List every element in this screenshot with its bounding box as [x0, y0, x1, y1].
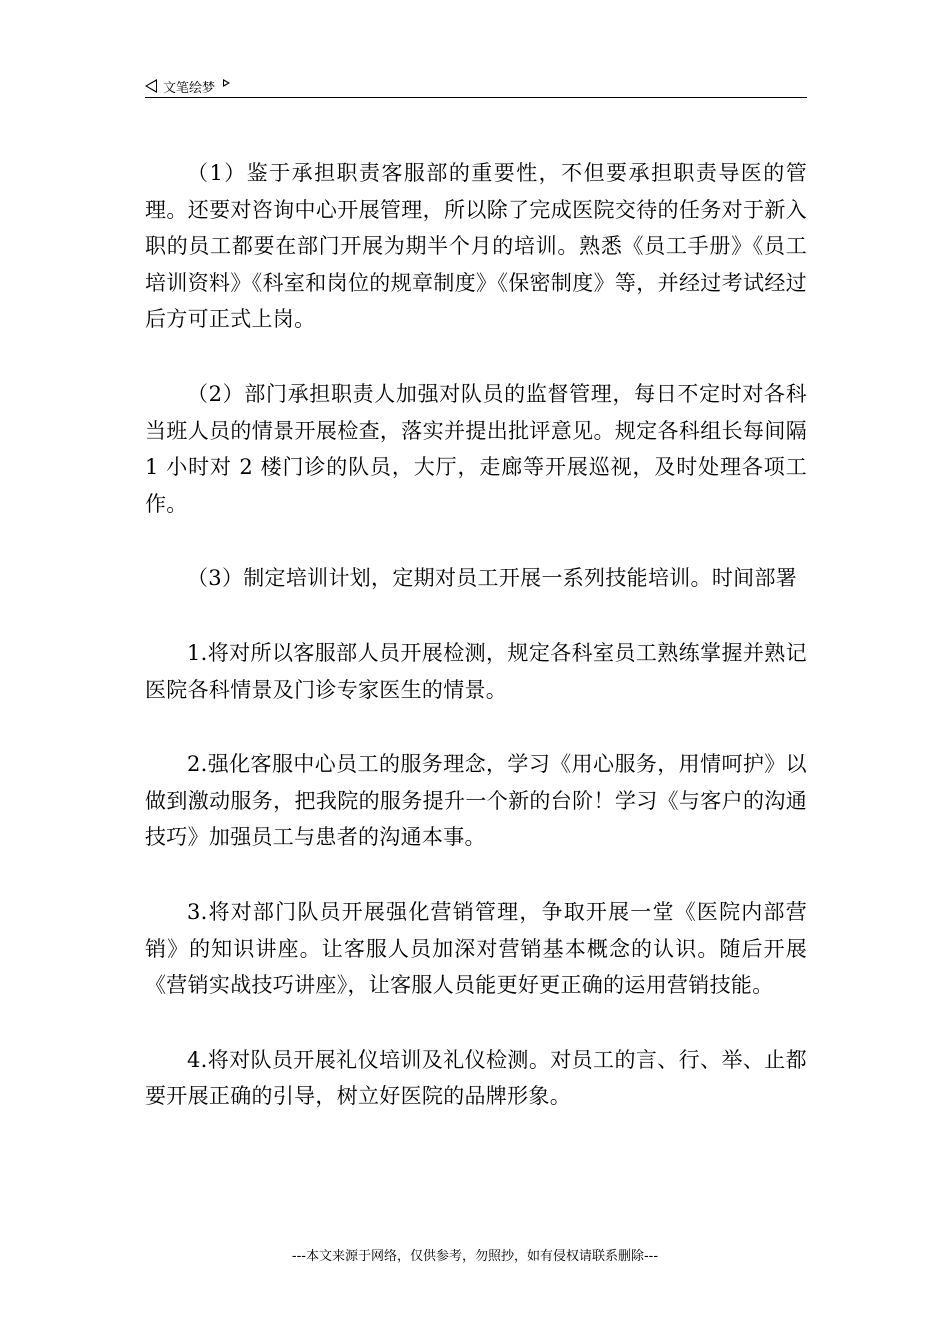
list-item-1: 1.将对所以客服部人员开展检测，规定各科室员工熟练掌握并熟记医院各科情景及门诊专家医生的情景。 [145, 640, 807, 702]
list-item-3: 3.将对部门队员开展强化营销管理，争取开展一堂《医院内部营销》的知识讲座。让客服人员加深对营销基本概念的认识。随后开展《营销实战技巧讲座》，让客服人员能更好更正确的运用营销技能。 [145, 899, 807, 998]
document-body [145, 155, 807, 1153]
list-item-2: 2.强化客服中心员工的服务理念，学习《用心服务，用情呵护》以做到激动服务，把我院的服务提升一个新的台阶！学习《与客户的沟通技巧》加强员工与患者的沟通本事。 [145, 752, 807, 850]
list-item-4: 4.将对队员开展礼仪培训及礼仪检测。对员工的言、行、举、止都要开展正确的引导，树立好医院的品牌形象。 [145, 1047, 807, 1109]
header-title: 文笔绘梦 [163, 80, 216, 96]
page-header [145, 74, 807, 98]
header-divider [145, 97, 807, 98]
page-footer-disclaimer: ---本文来源于网络，仅供参考，勿照抄，如有侵权请联系删除--- [291, 1249, 659, 1264]
triangle-left-icon [145, 79, 157, 93]
triangle-right-icon [223, 79, 230, 87]
paragraph-1: （1）鉴于承担职责客服部的重要性，不但要承担职责导医的管理。还要对咨询中心开展管理，所以除了完成医院交待的任务对于新入职的员工都要在部门开展为期半个月的培训。熟悉《员工手册》《员工培训资料》《科室和岗位的规章制度》《保密制度》等，并经过考试经过后方可正式上岗。 [145, 161, 807, 332]
paragraph-2: （2）部门承担职责人加强对队员的监督管理，每日不定时对各科当班人员的情景开展检查，落实并提出批评意见。规定各科组长每间隔 1 小时对 2 楼门诊的队员，大厅，走廊等开展巡视，及时处理各项工作。 [145, 381, 807, 516]
paragraph-3: （3）制定培训计划，定期对员工开展一系列技能培训。时间部署 [187, 566, 798, 591]
